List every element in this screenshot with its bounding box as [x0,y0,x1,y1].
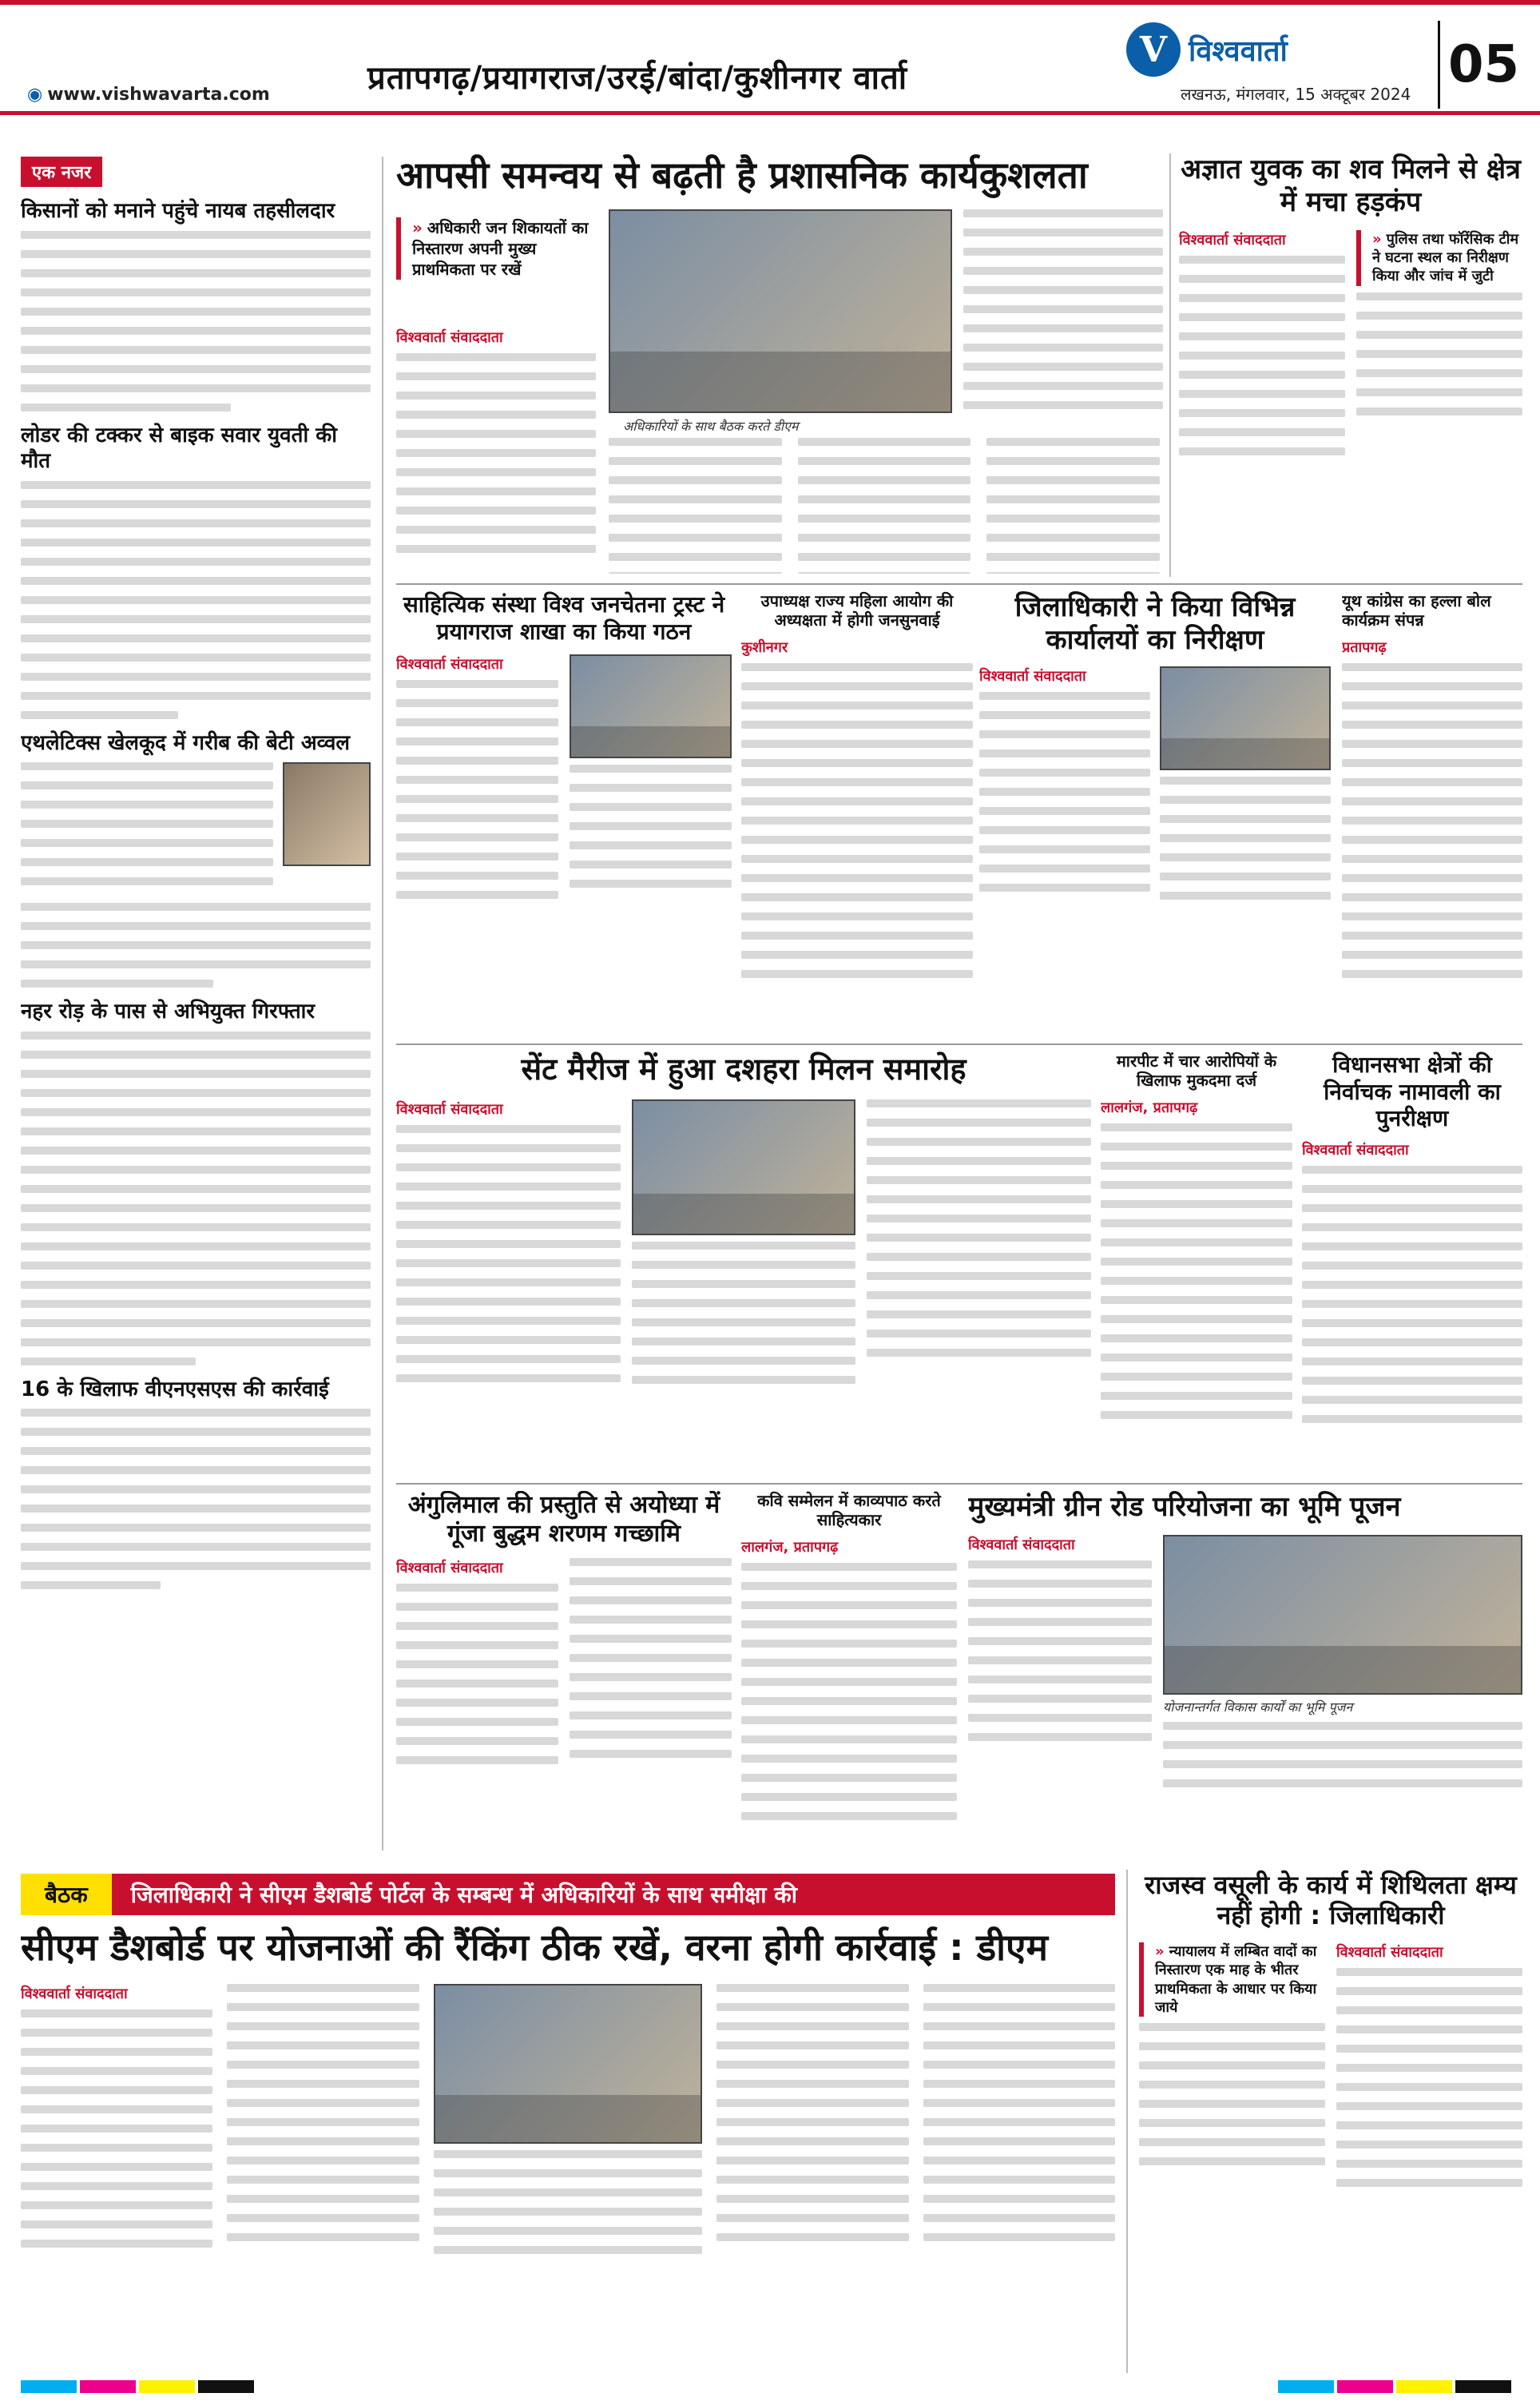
row-divider [396,1043,1522,1045]
body-text-placeholder [867,1099,1091,1357]
registration-mark [21,2380,77,2393]
sidebar-headline[interactable]: नहर रोड़ के पास से अभियुक्त गिरफ्तार [21,1000,316,1024]
body-text-placeholder [1139,2023,1325,2165]
byline: प्रतापगढ़ [1342,639,1387,656]
story-photo [632,1099,856,1235]
story-headline[interactable]: उपाध्यक्ष राज्य महिला आयोग की अध्यक्षता में होगी जनसुनवाई [760,591,954,630]
bottom-headline[interactable]: सीएम डैशबोर्ड पर योजनाओं की रैंकिंग ठीक रखें, वरना होगी कार्रवाई : डीएम [21,1926,1048,1969]
story-headline[interactable]: मारपीट में चार आरोपियों के खिलाफ मुकदमा दर्ज [1116,1051,1277,1090]
story-card [968,1491,1522,1858]
byline: लालगंज, प्रतापगढ़ [1101,1099,1198,1116]
body-text-placeholder [21,1409,371,1589]
story-photo [1163,1535,1522,1695]
byline: विश्ववार्ता संवाददाता [979,667,1086,685]
story-card [1101,1051,1292,1475]
sidebar-item [21,1377,371,1590]
story-subhead: » न्यायालय में लम्बित वादों का निस्तारण एक माह के भीतर प्राथमिकता के आधार पर किया जाये [1139,1942,1325,2017]
story-headline[interactable]: विधानसभा क्षेत्रों की निर्वाचक नामावली का पुनरीक्षण [1324,1051,1501,1132]
story-headline[interactable]: साहित्यिक संस्था विश्व जनचेतना ट्रस्ट ने प्रयागराज शाखा का किया गठन [403,591,725,645]
column-divider [1169,153,1171,577]
bottom-right-story [1139,1870,1522,2373]
story-card [741,591,973,1039]
lead-photo [609,209,952,413]
masthead [0,5,1540,115]
story-card [396,1491,732,1858]
body-text-placeholder [570,1558,732,1758]
body-text-placeholder [21,481,371,719]
byline: विश्ववार्ता संवाददाता [396,656,503,674]
body-text-placeholder [741,663,973,978]
story-card [1302,1051,1522,1475]
story-headline[interactable]: सेंट मैरीज में हुआ दशहरा मिलन समारोह [521,1051,966,1087]
body-text-placeholder [21,1032,371,1365]
byline: विश्ववार्ता संवाददाता [396,1560,503,1576]
story-headline[interactable]: अज्ञात युवक का शव मिलने से क्षेत्र में मचा हड़कंप [1181,153,1521,218]
byline: विश्ववार्ता संवाददाता [968,1536,1075,1553]
story-headline[interactable]: कवि सम्मेलन में काव्यपाठ करते साहित्यकार [757,1491,941,1529]
body-text-placeholder [396,1584,558,1764]
bottom-lead [21,1926,1115,2373]
column-divider [382,157,383,1850]
body-text-placeholder [21,2009,212,2248]
registration-mark [80,2380,136,2393]
photo-caption: योजनान्तर्गत विकास कार्यों का भूमि पूजन [1163,1699,1353,1715]
body-text-placeholder [434,2150,703,2254]
body-text-placeholder [609,438,782,574]
byline: लालगंज, प्रतापगढ़ [741,1539,839,1556]
sidebar-headline[interactable]: किसानों को मनाने पहुंचे नायब तहसीलदार [21,199,335,223]
sidebar-item [21,999,371,1365]
body-text-placeholder [1163,1722,1522,1787]
row-divider [396,583,1522,585]
dateline: लखनऊ, मंगलवार, 15 अक्टूबर 2024 [1181,85,1411,104]
chevron-right-icon: » [1155,1942,1165,1960]
body-text-placeholder [979,692,1150,892]
site-url[interactable]: ◉ www.vishwavarta.com [27,85,270,105]
story-card [396,1051,1091,1475]
sidebar-headline[interactable]: एथलेटिक्स खेलकूद में गरीब की बेटी अव्वल [21,730,351,755]
body-text-placeholder [1342,663,1522,978]
body-text-placeholder [570,765,732,888]
logo-text: विश्ववार्ता [1189,34,1288,68]
body-text-placeholder [21,231,371,411]
byline: विश्ववार्ता संवाददाता [1302,1141,1409,1159]
body-text-placeholder [963,209,1163,409]
story-card [979,591,1331,1039]
row-divider [396,1483,1522,1485]
registration-mark [1337,2380,1393,2393]
story-photo [570,654,732,758]
story-headline[interactable]: मुख्यमंत्री ग्रीन रोड परियोजना का भूमि पूजन [968,1491,1401,1523]
byline: विश्ववार्ता संवाददाता [396,329,503,346]
lead-subhead: » अधिकारी जन शिकायतों का निस्तारण अपनी मुख्य प्राथमिकता पर रखें [396,217,596,280]
story-headline[interactable]: राजस्व वसूली के कार्य में शिथिलता क्षम्य नहीं होगी : जिलाधिकारी [1145,1870,1517,1931]
sidebar-headline[interactable]: 16 के खिलाफ वीएनएसएस की कार्रवाई [21,1377,329,1401]
registration-mark [1396,2380,1452,2393]
byline: विश्ववार्ता संवाददाता [1179,231,1286,248]
sidebar [21,157,371,1850]
logo [1126,22,1288,77]
column-divider [1126,1870,1128,2373]
body-text-placeholder [632,1242,856,1384]
section-tag: बैठक [21,1874,112,1915]
lead-right-columns [963,209,1163,441]
body-text-placeholder [227,1984,419,2241]
story-card [396,591,732,1039]
page-title: प्रतापगढ़/प्रयागराज/उरई/बांदा/कुशीनगर वार्ता [367,60,908,97]
portrait-photo [283,762,371,866]
lead-continuation [609,438,1160,574]
byline: विश्ववार्ता संवाददाता [1336,1943,1443,1961]
body-text-placeholder [923,1984,1115,2241]
lead-column [396,328,596,567]
body-text-placeholder [396,1125,621,1382]
right-top-story [1179,153,1522,577]
byline: कुशीनगर [741,639,788,656]
body-text-placeholder [396,353,596,553]
logo-icon: V [1126,22,1181,77]
globe-icon: ◉ [27,85,43,105]
body-text-placeholder [1336,1968,1522,2187]
story-headline[interactable]: यूथ कांग्रेस का हल्ला बोल कार्यक्रम संपन्न [1342,591,1491,630]
story-subhead: » पुलिस तथा फॉरेंसिक टीम ने घटना स्थल का निरीक्षण किया और जांच में जुटी [1356,230,1522,286]
body-text-placeholder [1101,1123,1292,1419]
body-text-placeholder [986,438,1160,574]
story-photo [434,1984,703,2144]
section-label: एक नजर [21,157,102,187]
sidebar-item [21,198,371,411]
body-text-placeholder [968,1560,1152,1741]
photo-caption: अधिकारियों के साथ बैठक करते डीएम [623,419,799,434]
body-text-placeholder [1179,256,1345,455]
lead-headline[interactable]: आपसी समन्वय से बढ़ती है प्रशासनिक कार्यकुशलता [396,153,1088,197]
registration-mark [198,2380,254,2393]
body-text-placeholder [1160,777,1331,900]
story-headline[interactable]: जिलाधिकारी ने किया विभिन्न कार्यालयों का निरीक्षण [1014,591,1296,656]
body-text-placeholder [396,680,558,899]
sidebar-item [21,423,371,719]
chevron-right-icon: » [412,218,423,237]
sidebar-headline[interactable]: लोडर की टक्कर से बाइक सवार युवती की मौत [21,423,337,473]
body-text-placeholder [798,438,971,574]
byline: विश्ववार्ता संवाददाता [21,1986,128,2003]
byline: विश्ववार्ता संवाददाता [396,1100,503,1118]
body-text-placeholder [716,1984,908,2241]
story-photo [1160,666,1331,770]
body-text-placeholder [741,1563,957,1820]
story-card [1342,591,1522,1039]
registration-mark [139,2380,195,2393]
lead-story [396,153,1163,205]
registration-mark [1455,2380,1511,2393]
registration-mark [1278,2380,1334,2393]
story-headline[interactable]: अंगुलिमाल की प्रस्तुति से अयोध्या में गूंजा बुद्धम शरणम गच्छामि [407,1491,720,1548]
body-text-placeholder [21,762,273,896]
page-number: 05 [1438,21,1527,109]
body-text-placeholder [21,903,371,988]
body-text-placeholder [1356,292,1522,415]
banner-text: जिलाधिकारी ने सीएम डैशबोर्ड पोर्टल के सम्बन्ध में अधिकारियों के साथ समीक्षा की [130,1882,798,1908]
chevron-right-icon: » [1372,230,1382,248]
body-text-placeholder [1302,1166,1522,1423]
story-card [741,1491,957,1858]
sidebar-item [21,730,371,988]
bottom-banner [21,1874,1115,1915]
